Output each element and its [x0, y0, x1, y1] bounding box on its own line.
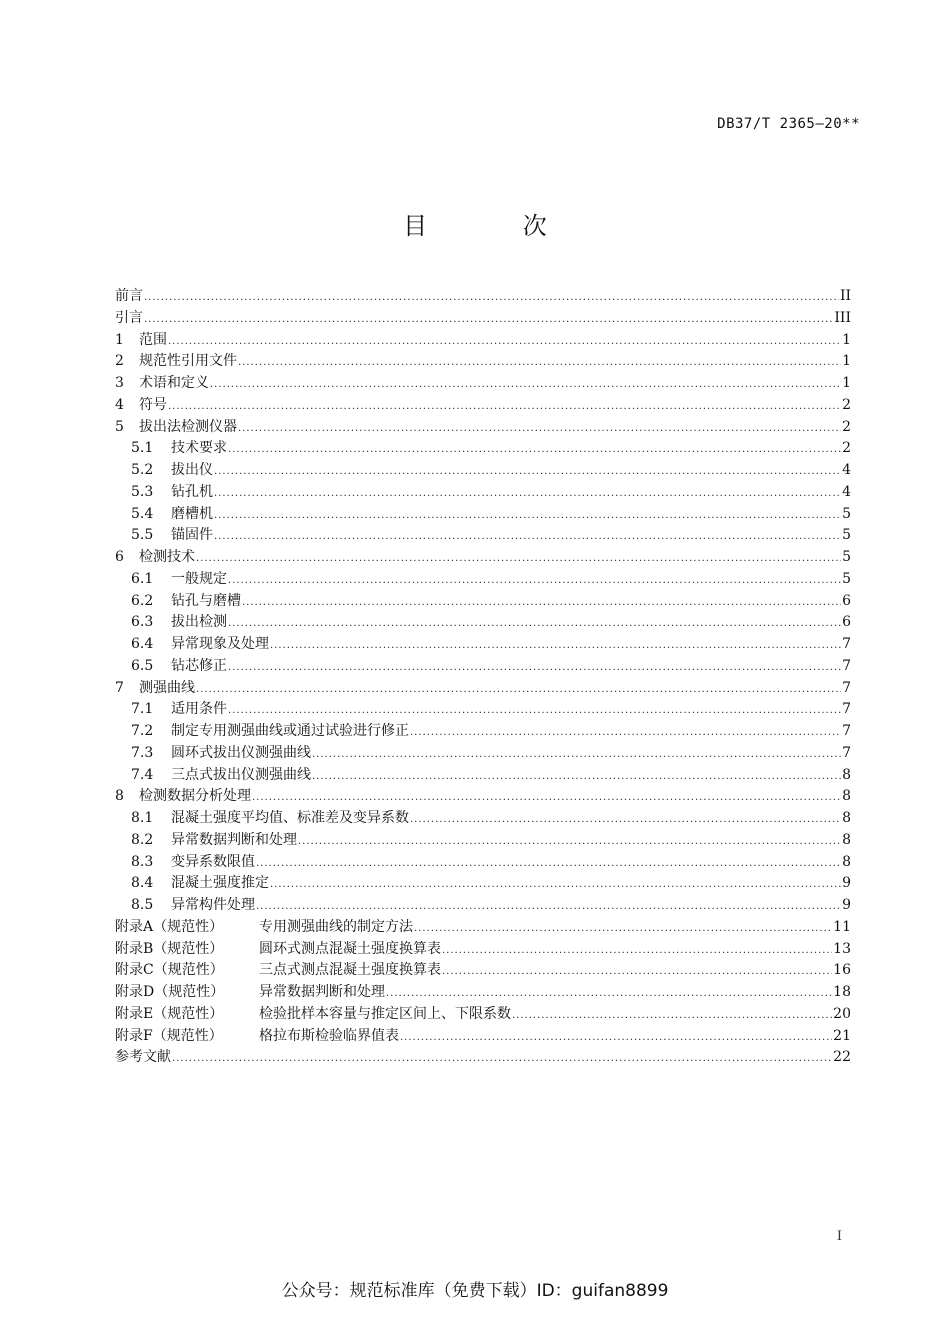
toc-entry-number: 5.1 [131, 440, 154, 457]
toc-entry-page: 5 [842, 549, 851, 565]
toc-entry-page: 7 [842, 657, 851, 674]
toc-entry-page: 5 [842, 570, 851, 587]
toc-entry-page: 8 [842, 853, 851, 870]
toc-entry-page: 6 [842, 592, 851, 609]
toc-entry[interactable] [115, 286, 851, 308]
toc-entry[interactable] [115, 351, 851, 373]
toc-entry-number: 8.5 [131, 897, 154, 913]
toc-entry-title: 异常现象及处理 [171, 636, 269, 652]
toc-entry-page: 21 [833, 1027, 851, 1044]
toc-dot-leader [228, 657, 841, 679]
toc-dot-leader [228, 700, 841, 722]
toc-entry-title: 异常数据判断和处理 [171, 831, 297, 848]
toc-entry-number: 3 [115, 375, 124, 391]
toc-dot-leader [172, 1048, 832, 1070]
toc-entry-page: 8 [842, 766, 851, 783]
toc-entry-page: 5 [842, 527, 851, 544]
toc-dot-leader [442, 940, 832, 962]
toc-entry-number: 8.2 [131, 831, 154, 848]
toc-entry[interactable] [115, 765, 851, 787]
toc-entry[interactable] [115, 678, 851, 700]
toc-entry[interactable] [115, 1004, 851, 1026]
toc-entry[interactable] [115, 504, 851, 526]
toc-entry-title: 拔出仪 [171, 462, 213, 478]
toc-entry-title: 钻芯修正 [171, 657, 227, 674]
toc-entry-number: 7 [115, 679, 124, 696]
toc-entry-title: 钻孔机 [171, 483, 213, 500]
toc-entry[interactable] [115, 982, 851, 1004]
toc-entry-title: 检测技术 [139, 549, 195, 565]
toc-dot-leader [252, 787, 841, 809]
toc-entry-page: 7 [842, 701, 851, 718]
toc-entry-page: 1 [842, 331, 851, 348]
toc-entry-page: 7 [842, 723, 851, 739]
toc-dot-leader [270, 874, 841, 896]
toc-entry-number: 8.3 [131, 853, 154, 870]
toc-entry-page: 18 [833, 984, 851, 1000]
toc-entry-number: 8 [115, 788, 124, 805]
toc-dot-leader [270, 635, 841, 657]
toc-entry[interactable] [115, 438, 851, 460]
toc-entry[interactable] [115, 591, 851, 613]
toc-dot-leader [386, 983, 832, 1005]
toc-entry[interactable] [115, 830, 851, 852]
toc-entry-title: 钻孔与磨槽 [171, 592, 241, 609]
toc-dot-leader [168, 331, 841, 353]
toc-dot-leader [312, 766, 841, 788]
toc-dot-leader [410, 809, 841, 831]
toc-entry-number: 7.3 [131, 744, 154, 761]
toc-entry[interactable] [115, 634, 851, 656]
toc-entry-number: 7.1 [131, 701, 154, 718]
toc-dot-leader [238, 352, 841, 374]
toc-entry-page: 7 [842, 636, 851, 652]
toc-entry-number: 6.4 [131, 636, 154, 652]
toc-entry-page: 2 [842, 396, 851, 413]
toc-entry[interactable] [115, 547, 851, 569]
toc-entry-page: 9 [842, 897, 851, 913]
toc-dot-leader [144, 309, 833, 331]
toc-entry[interactable] [115, 852, 851, 874]
toc-entry-title: 适用条件 [171, 701, 227, 718]
toc-dot-leader [196, 548, 841, 570]
toc-entry-title: 格拉布斯检验临界值表 [259, 1027, 399, 1044]
toc-entry-number: 6.3 [131, 614, 154, 631]
toc-entry-title: 符号 [139, 396, 167, 413]
toc-dot-leader [214, 461, 841, 483]
toc-dot-leader [228, 439, 841, 461]
toc-entry-title: 测强曲线 [139, 679, 195, 696]
toc-entry-page: 7 [842, 744, 851, 761]
page-title: 目 次 [403, 212, 591, 240]
toc-entry-number: 附录B（规范性） [115, 940, 224, 957]
toc-dot-leader [168, 396, 841, 418]
toc-entry-number: 4 [115, 396, 124, 413]
toc-dot-leader [210, 374, 841, 396]
toc-entry-number: 5.5 [131, 527, 154, 544]
toc-entry-page: 20 [833, 1005, 851, 1022]
toc-entry[interactable] [115, 743, 851, 765]
toc-entry-page: 13 [833, 940, 851, 957]
toc-entry[interactable] [115, 612, 851, 634]
toc-dot-leader [214, 483, 841, 505]
toc-entry-title: 锚固件 [171, 527, 213, 544]
toc-entry[interactable] [115, 330, 851, 352]
toc-entry-number: 附录F（规范性） [115, 1027, 223, 1044]
toc-entry-number: 8.1 [131, 810, 154, 826]
toc-entry-number: 7.4 [131, 766, 154, 783]
toc-entry-number: 8.4 [131, 875, 154, 892]
toc-entry-page: III [834, 309, 851, 326]
toc-dot-leader [256, 896, 841, 918]
toc-entry-title: 引言 [115, 309, 143, 326]
toc-entry[interactable] [115, 786, 851, 808]
toc-dot-leader [410, 722, 841, 744]
toc-entry-title: 拔出法检测仪器 [139, 418, 237, 435]
toc-entry-page: 8 [842, 810, 851, 826]
toc-entry-page: 4 [842, 483, 851, 500]
footer-note: 公众号：规范标准库（免费下载）ID：guifan8899 [281, 1281, 669, 1301]
toc-entry[interactable] [115, 895, 851, 917]
toc-dot-leader [228, 570, 841, 592]
toc-entry-number: 附录C（规范性） [115, 962, 224, 979]
toc-entry[interactable] [115, 482, 851, 504]
toc-entry-page: 1 [842, 353, 851, 370]
toc-dot-leader [414, 918, 832, 940]
toc-entry-title: 磨槽机 [171, 505, 213, 522]
toc-dot-leader [228, 613, 841, 635]
toc-entry-title: 异常构件处理 [171, 897, 255, 913]
toc-entry[interactable] [115, 917, 851, 939]
toc-entry-title: 检验批样本容量与推定区间上、下限系数 [259, 1005, 511, 1022]
toc-dot-leader [242, 592, 841, 614]
toc-dot-leader [144, 287, 839, 309]
toc-entry-title: 变异系数限值 [171, 853, 255, 870]
toc-entry-number: 6 [115, 549, 124, 565]
toc-entry[interactable] [115, 656, 851, 678]
toc-entry-page: 5 [842, 505, 851, 522]
toc-entry-title: 三点式拔出仪测强曲线 [171, 766, 311, 783]
toc-entry-page: 6 [842, 614, 851, 631]
toc-entry-title: 混凝土强度平均值、标准差及变异系数 [171, 810, 409, 826]
toc-dot-leader [214, 505, 841, 527]
toc-entry-title: 一般规定 [171, 570, 227, 587]
toc-entry[interactable] [115, 873, 851, 895]
toc-dot-leader [312, 744, 841, 766]
toc-entry[interactable] [115, 569, 851, 591]
toc-entry-title: 检测数据分析处理 [139, 788, 251, 805]
toc-dot-leader [256, 853, 841, 875]
toc-entry-page: 8 [842, 831, 851, 848]
toc-entry-title: 圆环式拔出仪测强曲线 [171, 744, 311, 761]
toc-entry-title: 前言 [115, 288, 143, 304]
toc-entry-number: 附录E（规范性） [115, 1005, 224, 1022]
toc-entry-page: 7 [842, 679, 851, 696]
toc-entry-page: II [839, 288, 851, 304]
toc-entry-page: 2 [842, 440, 851, 457]
toc-entry[interactable] [115, 308, 851, 330]
toc-entry-page: 9 [842, 875, 851, 892]
toc-entry-number: 7.2 [131, 723, 154, 739]
toc-dot-leader [298, 831, 841, 853]
toc-entry-title: 专用测强曲线的制定方法 [259, 918, 413, 935]
toc-entry-title: 制定专用测强曲线或通过试验进行修正 [171, 723, 409, 739]
toc-entry[interactable] [115, 960, 851, 982]
toc-dot-leader [214, 526, 841, 548]
toc-entry[interactable] [115, 721, 851, 743]
toc-entry-page: 8 [842, 788, 851, 805]
toc-entry-page: 4 [842, 462, 851, 478]
toc-entry[interactable] [115, 395, 851, 417]
toc-entry-title: 拔出检测 [171, 614, 227, 631]
toc-entry-title: 圆环式测点混凝土强度换算表 [259, 940, 441, 957]
toc-entry-title: 参考文献 [115, 1049, 171, 1066]
toc-entry-title: 技术要求 [171, 440, 227, 457]
toc-entry-title: 混凝土强度推定 [171, 875, 269, 892]
toc-entry-title: 术语和定义 [139, 375, 209, 391]
toc-entry[interactable] [115, 373, 851, 395]
toc-entry[interactable] [115, 417, 851, 439]
toc-entry-number: 1 [115, 331, 124, 348]
toc-entry-number: 6.2 [131, 592, 154, 609]
toc-entry[interactable] [115, 939, 851, 961]
toc-dot-leader [512, 1005, 832, 1027]
toc-entry-number: 附录D（规范性） [115, 984, 225, 1000]
page-number: I [836, 1229, 842, 1244]
toc-entry[interactable] [115, 1026, 851, 1048]
table-of-contents [115, 286, 851, 1069]
toc-entry-title: 三点式测点混凝土强度换算表 [259, 962, 441, 979]
toc-entry-number: 5.4 [131, 505, 154, 522]
toc-entry[interactable] [115, 525, 851, 547]
toc-dot-leader [238, 418, 841, 440]
toc-entry-title: 规范性引用文件 [139, 353, 237, 370]
toc-entry-number: 附录A（规范性） [115, 918, 224, 935]
toc-entry-number: 5.3 [131, 483, 154, 500]
toc-entry-number: 5.2 [131, 462, 154, 478]
standard-code: DB37/T 2365—20** [717, 116, 860, 132]
toc-entry-page: 2 [842, 418, 851, 435]
toc-dot-leader [400, 1027, 832, 1049]
toc-entry-number: 6.1 [131, 570, 154, 587]
toc-entry-page: 1 [842, 375, 851, 391]
toc-dot-leader [196, 679, 841, 701]
toc-entry[interactable] [115, 808, 851, 830]
toc-entry-page: 16 [833, 962, 851, 979]
toc-dot-leader [442, 961, 832, 983]
toc-entry-number: 5 [115, 418, 124, 435]
toc-entry-number: 2 [115, 353, 124, 370]
toc-entry-page: 22 [833, 1049, 851, 1066]
toc-entry[interactable] [115, 460, 851, 482]
toc-entry[interactable] [115, 1047, 851, 1069]
toc-entry-title: 异常数据判断和处理 [259, 984, 385, 1000]
toc-entry-title: 范围 [139, 331, 167, 348]
toc-entry-number: 6.5 [131, 657, 154, 674]
toc-entry[interactable] [115, 699, 851, 721]
toc-entry-page: 11 [833, 918, 851, 935]
